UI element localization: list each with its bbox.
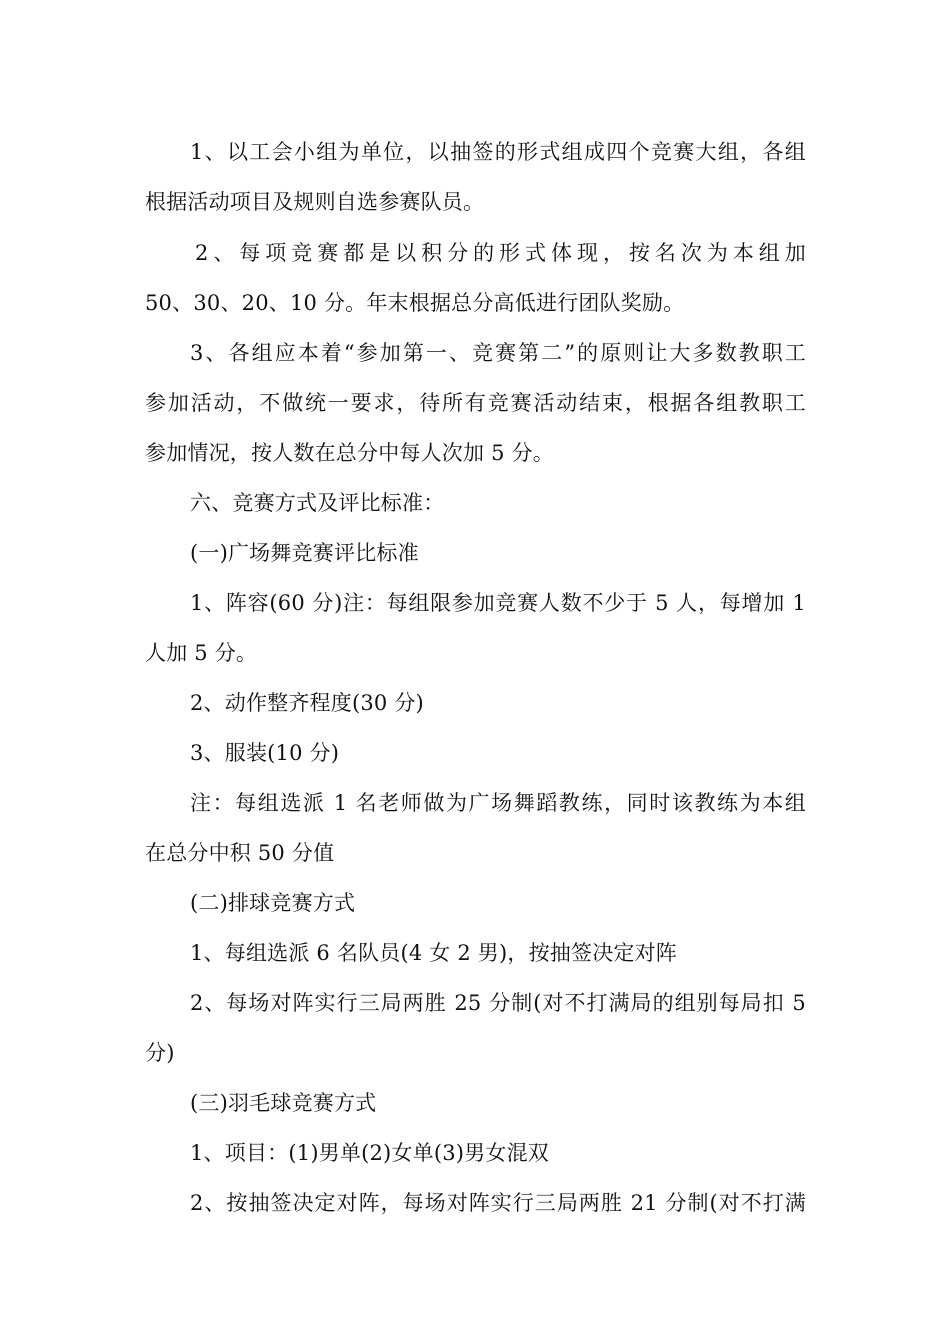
subheading-volleyball: (二)排球竞赛方式: [190, 891, 356, 915]
paragraph-3-line-2: 参加活动，不做统一要求，待所有竞赛活动结束，根据各组教职工: [145, 391, 806, 415]
paragraph-2-line-2: 50、30、20、10 分。年末根据总分高低进行团队奖励。: [145, 291, 685, 315]
volleyball-item-2-line-2: 分): [145, 1041, 175, 1065]
square-dance-item-3: 3、服装(10 分): [190, 741, 340, 765]
square-dance-note-line-2: 在总分中积 50 分值: [145, 841, 335, 865]
square-dance-item-1-line-2: 人加 5 分。: [145, 641, 258, 665]
badminton-item-1: 1、项目：(1)男单(2)女单(3)男女混双: [190, 1141, 549, 1165]
volleyball-item-2-line-1: 2、每场对阵实行三局两胜 25 分制(对不打满局的组别每局扣 5: [190, 991, 806, 1015]
paragraph-1-line-2: 根据活动项目及规则自选参赛队员。: [145, 190, 485, 214]
paragraph-1-line-1: 1、以工会小组为单位，以抽签的形式组成四个竞赛大组，各组: [190, 140, 806, 164]
paragraph-3-line-1: 3、各组应本着“参加第一、竞赛第二”的原则让大多数教职工: [190, 341, 806, 365]
paragraph-2-line-1: 2、每项竞赛都是以积分的形式体现，按名次为本组加: [195, 241, 806, 265]
section-heading-competition: 六、竞赛方式及评比标准：: [190, 491, 445, 515]
square-dance-item-1-line-1: 1、阵容(60 分)注：每组限参加竞赛人数不少于 5 人，每增加 1: [190, 591, 806, 615]
subheading-badminton: (三)羽毛球竞赛方式: [190, 1091, 377, 1115]
square-dance-note-line-1: 注：每组选派 1 名老师做为广场舞蹈教练，同时该教练为本组: [190, 791, 806, 815]
volleyball-item-1: 1、每组选派 6 名队员(4 女 2 男)，按抽签决定对阵: [190, 941, 678, 965]
badminton-item-2-line-1: 2、按抽签决定对阵，每场对阵实行三局两胜 21 分制(对不打满: [190, 1191, 806, 1215]
paragraph-3-line-3: 参加情况，按人数在总分中每人次加 5 分。: [145, 441, 554, 465]
square-dance-item-2: 2、动作整齐程度(30 分): [190, 691, 424, 715]
subheading-square-dance: (一)广场舞竞赛评比标准: [190, 541, 419, 565]
